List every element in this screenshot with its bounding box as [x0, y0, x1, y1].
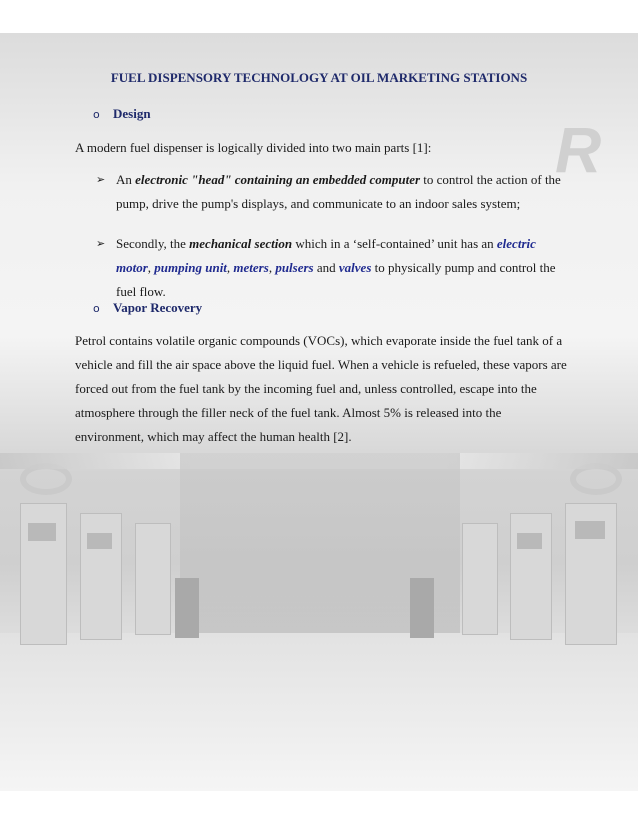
bullet1-pre-text: An	[116, 172, 136, 187]
circle-bullet-icon: o	[93, 108, 100, 121]
page-title: FUEL DISPENSORY TECHNOLOGY AT OIL MARKETING STATIONS	[110, 70, 528, 85]
section-heading-design-label: Design	[113, 106, 151, 121]
section-heading-design	[93, 106, 151, 122]
bullet2-pre-text: Secondly, the	[116, 236, 190, 251]
bullet1-emphasis: electronic "head" containing an embedded computer	[135, 172, 421, 187]
term-electric-motor: electric motor	[116, 236, 536, 275]
term-pulsers: pulsers	[275, 260, 314, 275]
bullet2-separator-4: and	[313, 260, 339, 275]
term-pumping-unit: pumping unit	[154, 260, 227, 275]
term-valves: valves	[338, 260, 372, 275]
bullet2-emphasis: mechanical section	[189, 236, 293, 251]
arrow-bullet-icon: ➢	[96, 173, 106, 186]
design-intro-paragraph: A modern fuel dispenser is logically divided into two main parts [1]:	[75, 140, 432, 155]
section-heading-vapor-recovery-label: Vapor Recovery	[113, 300, 203, 315]
section-heading-vapor-recovery	[93, 300, 202, 316]
bullet2-mid-text: which in a ‘self-contained’ unit has an	[292, 236, 497, 251]
bullet2-separator-1: ,	[147, 260, 155, 275]
bullet-item-electronic-head	[96, 168, 566, 216]
bullet-item-mechanical-section	[96, 232, 566, 304]
bullet-item-electronic-head-text	[116, 168, 566, 216]
arrow-bullet-icon: ➢	[96, 237, 106, 250]
term-meters: meters	[233, 260, 269, 275]
bullet-item-mechanical-section-text	[116, 232, 566, 304]
circle-bullet-icon: o	[93, 302, 100, 315]
bullet2-separator-3: ,	[268, 260, 276, 275]
bullet1-post-text: to control the action of the pump, drive the pump's displays, and communicate to an indoor sales system;	[116, 172, 561, 211]
bullet2-separator-2: ,	[226, 260, 234, 275]
bullet2-post-text: to physically pump and control the fuel flow.	[116, 260, 556, 299]
brand-logo-watermark: R	[555, 114, 598, 186]
vapor-recovery-paragraph: Petrol contains volatile organic compounds (VOCs), which evaporate inside the fuel tank of a vehicle and fill the air space above the liquid fuel. When a vehicle is refueled, these vapors are forced out from the fuel tank by the incoming fuel and, unless controlled, escape into the atmosphere through the filler neck of the fuel tank. Almost 5% is released into the environment, which may affect the human health [2].	[75, 333, 567, 444]
